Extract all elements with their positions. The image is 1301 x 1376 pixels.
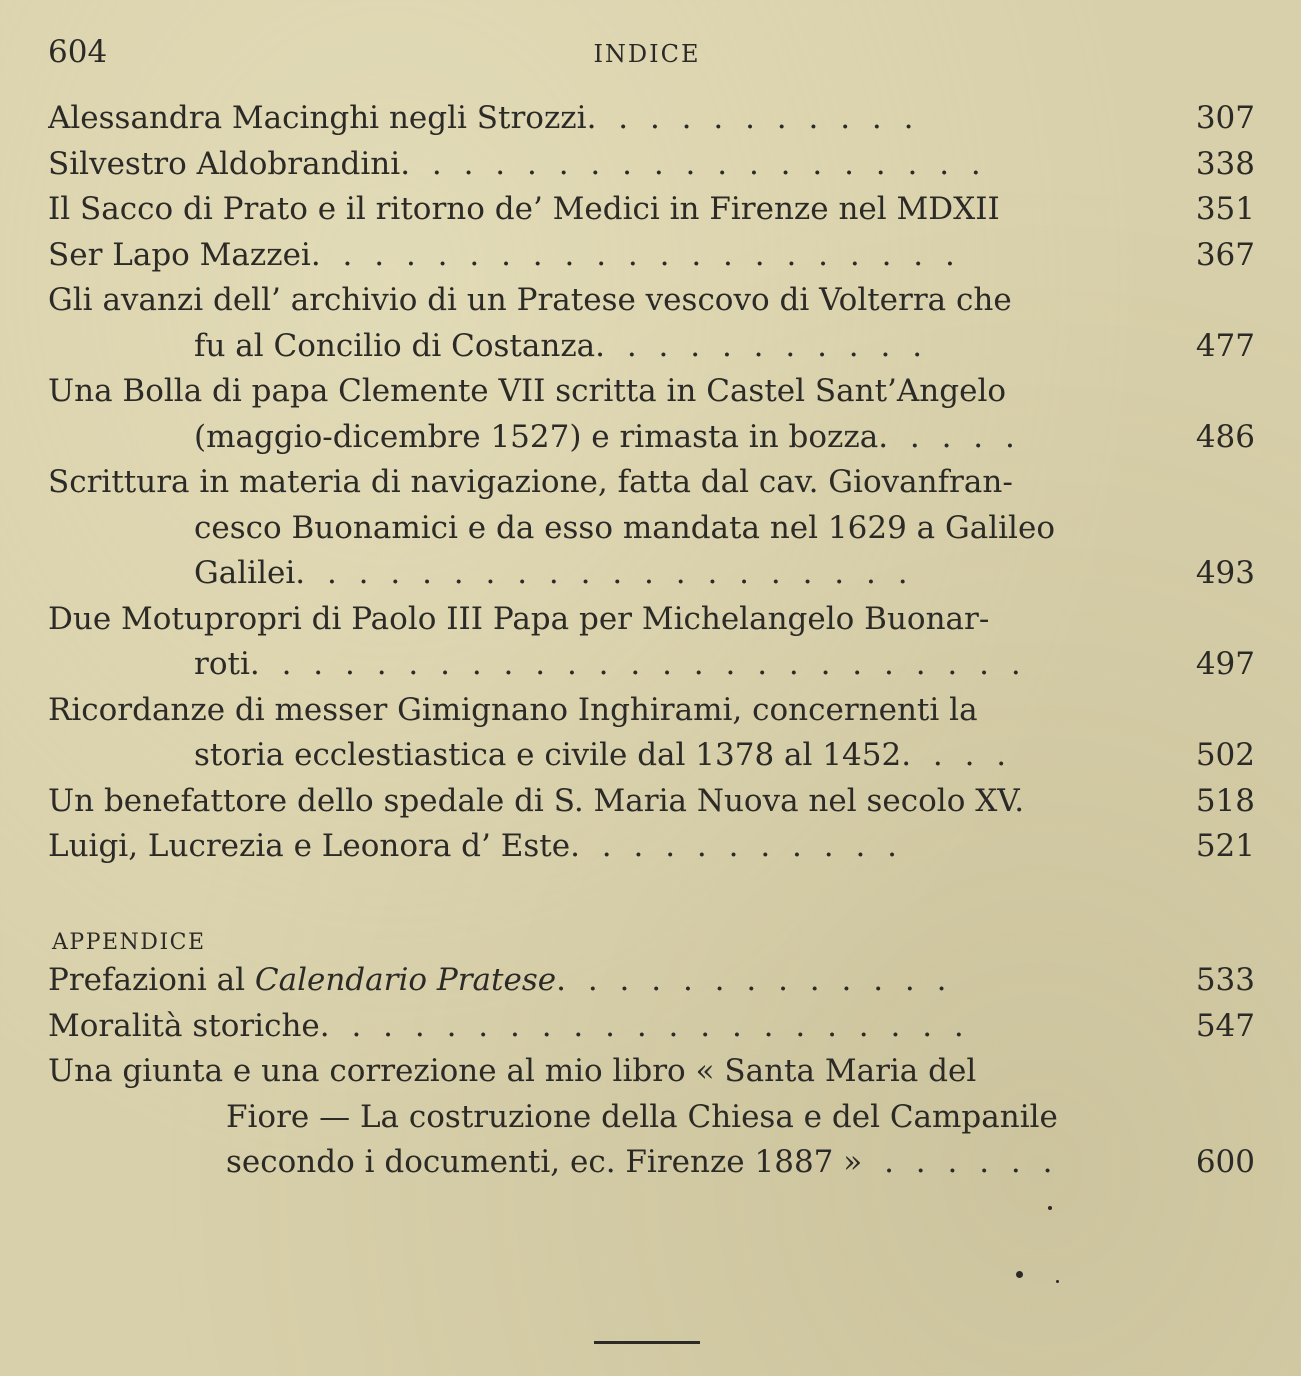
toc-entry-title: Moralità storiche <box>48 1007 320 1044</box>
toc-entry-title: Due Motupropri di Paolo III Papa per Michelangelo Buonar- <box>48 600 990 637</box>
toc-entry <box>48 688 1255 734</box>
toc-page-number: 497 <box>1195 646 1255 682</box>
toc-entry-title: fu al Concilio di Costanza <box>194 327 596 364</box>
toc-entry: Ser Lapo Mazzei. . . . . . . . . . . . . . . . . . . . . 367 <box>48 233 1255 279</box>
toc-entry: Silvestro Aldobrandini. . . . . . . . . . . . . . . . . . . 338 <box>48 142 1255 188</box>
closing-rule <box>594 1341 700 1344</box>
toc-page-number: 493 <box>1195 555 1255 591</box>
toc-page-number: 367 <box>1195 236 1255 273</box>
toc-entry-continuation: roti. . . . . . . . . . . . . . . . . . . . . . . . . 497 <box>48 642 1255 688</box>
toc-entry-title: roti <box>194 646 250 682</box>
toc-entry <box>48 1049 1255 1095</box>
toc-entry-title: cesco Buonamici e da esso mandata nel 1629 a Galileo <box>194 509 1055 546</box>
toc-page-number: 533 <box>1195 962 1255 998</box>
toc-entry-continuation: Galilei. . . . . . . . . . . . . . . . . . . . 493 <box>48 551 1255 597</box>
toc-entry <box>48 369 1255 415</box>
toc-entry-title: storia ecclestiastica e civile dal 1378 al 1452 <box>194 737 902 773</box>
ink-speck <box>1056 1280 1059 1283</box>
toc-entry-title: Gli avanzi dell’ archivio di un Pratese vescovo di Volterra che <box>48 282 1012 318</box>
toc-entry-title: Un benefattore dello spedale di S. Maria Nuova nel secolo XV. <box>48 782 1025 819</box>
toc-entry-title: (maggio-dicembre 1527) e rimasta in bozza <box>194 418 879 455</box>
toc-entry-title: Il Sacco di Prato e il ritorno de’ Medici in Firenze nel MDXII <box>48 191 1000 227</box>
toc-page-number: 338 <box>1195 145 1255 182</box>
toc-page-number: 547 <box>1195 1007 1255 1044</box>
toc-page-number: 502 <box>1195 737 1255 773</box>
toc-entry <box>48 278 1255 324</box>
toc-entry-continuation: storia ecclestiastica e civile dal 1378 al 1452. . . . 502 <box>48 733 1255 779</box>
toc-entry-title: Galilei <box>194 555 296 591</box>
toc-entry-continuation: (maggio-dicembre 1527) e rimasta in bozza. . . . . 486 <box>48 415 1255 461</box>
toc-entry <box>48 597 1255 643</box>
toc-entry-title: Prefazioni al <box>48 962 255 998</box>
toc-page-number: 351 <box>1195 191 1255 227</box>
toc-entry-title: Silvestro Aldobrandini <box>48 145 401 182</box>
page-header <box>48 34 1253 78</box>
ink-speck <box>1016 1271 1023 1278</box>
toc-entry-title: Luigi, Lucrezia e Leonora d’ Este <box>48 828 571 864</box>
toc-entry-continuation: fu al Concilio di Costanza. . . . . . . . . . . 477 <box>48 324 1255 370</box>
toc-page-number: 307 <box>1195 100 1255 136</box>
toc-entry-title: Una Bolla di papa Clemente VII scritta in Castel Sant’Angelo <box>48 373 1007 409</box>
toc-page-number: 521 <box>1195 828 1255 864</box>
toc-page-number: 486 <box>1195 418 1255 455</box>
toc-entry-title: Scrittura in materia di navigazione, fatta dal cav. Giovanfran- <box>48 464 1013 500</box>
toc-page-number: 518 <box>1195 782 1255 819</box>
toc-page-number: 477 <box>1195 327 1255 364</box>
toc-entry: Luigi, Lucrezia e Leonora d’ Este. . . . . . . . . . . 521 <box>48 824 1255 870</box>
toc-entry-title: Una giunta e una correzione al mio libro « Santa Maria del <box>48 1053 977 1089</box>
toc-entry <box>48 187 1255 233</box>
toc-entry-continuation: secondo i documenti, ec. Firenze 1887 » . . . . . . 600 <box>48 1140 1255 1186</box>
toc-entry-title: Ser Lapo Mazzei <box>48 236 311 273</box>
toc-entry-title: Fiore — La costruzione della Chiesa e del Campanile <box>226 1098 1058 1135</box>
toc-entry-title-italic: Calendario Pratese <box>254 962 557 998</box>
toc-entry <box>48 460 1255 506</box>
toc-entry <box>48 779 1255 825</box>
appendix-contents <box>48 958 1255 1186</box>
toc-entry-title: secondo i documenti, ec. Firenze 1887 » <box>226 1144 863 1180</box>
toc-entry-continuation <box>48 506 1255 552</box>
toc-entry-title: Alessandra Macinghi negli Strozzi <box>48 100 587 136</box>
toc-entry-title: Ricordanze di messer Gimignano Inghirami, concernenti la <box>48 691 978 728</box>
ink-speck <box>1048 1206 1052 1210</box>
toc-entry: Alessandra Macinghi negli Strozzi. . . . . . . . . . . 307 <box>48 96 1255 142</box>
toc-entry-continuation <box>48 1095 1255 1141</box>
toc-entry: Prefazioni al Calendario Pratese. . . . . . . . . . . . . 533 <box>48 958 1255 1004</box>
table-of-contents <box>48 96 1255 870</box>
page-number: 604 <box>48 34 108 70</box>
appendix-heading: APPENDICE <box>52 930 206 955</box>
toc-page-number: 600 <box>1195 1144 1255 1180</box>
toc-entry: Moralità storiche. . . . . . . . . . . . . . . . . . . . . 547 <box>48 1004 1255 1050</box>
running-title: INDICE <box>593 40 701 68</box>
